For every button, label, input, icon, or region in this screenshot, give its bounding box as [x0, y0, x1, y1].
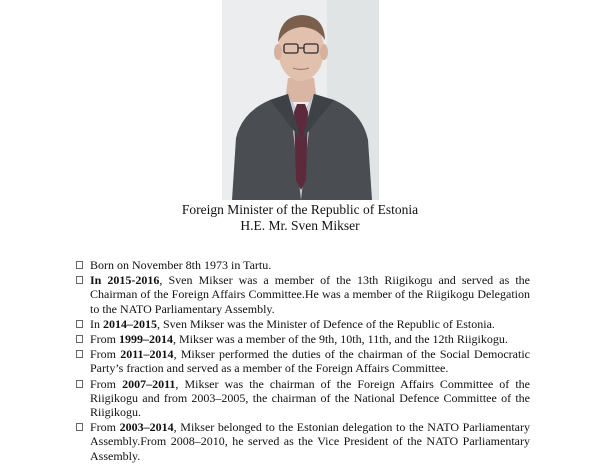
portrait-photo [222, 0, 379, 200]
bullet-icon [76, 276, 83, 284]
list-item: From 2003–2014, Mikser belonged to the Estonian delegation to the NATO Parliamentary Assembly.From 2008–2010, he served as the Vice President of the NATO Parliamentary Assembly. [76, 420, 530, 463]
list-item: Born on November 8th 1973 in Tartu. [76, 258, 530, 272]
list-item: From 2007–2011, Mikser was the chairman of the Foreign Affairs Committee of the Riigikogu and from 2003–2005, the chairman of the National Defence Committee of the Riigikogu. [76, 377, 530, 420]
bullet-icon [76, 423, 83, 431]
list-item: In 2014–2015, Sven Mikser was the Minister of Defence of the Republic of Estonia. [76, 317, 530, 331]
portrait-illustration [222, 0, 379, 200]
list-item: From 2011–2014, Mikser performed the duties of the chairman of the Social Democratic Party’s fraction and served as a member of the Foreign Affairs Committee. [76, 347, 530, 375]
list-item: From 1999–2014, Mikser was a member of the 9th, 10th, 11th, and the 12th Riigikogu. [76, 332, 530, 346]
bullet-icon [76, 320, 83, 328]
bullet-icon [76, 350, 83, 358]
caption-name: H.E. Mr. Sven Mikser [240, 218, 360, 233]
biography-list [76, 258, 530, 464]
photo-caption [0, 202, 600, 234]
caption-title: Foreign Minister of the Republic of Estonia [181, 202, 419, 217]
bullet-icon [76, 380, 83, 388]
bullet-icon [76, 261, 83, 269]
bullet-icon [76, 335, 83, 343]
list-item: In 2015-2016, Sven Mikser was a member of the 13th Riigikogu and served as the Chairman of the Foreign Affairs Committee.He was a member of the Riigikogu Delegation to the NATO Parliamentary Assembly. [76, 273, 530, 316]
